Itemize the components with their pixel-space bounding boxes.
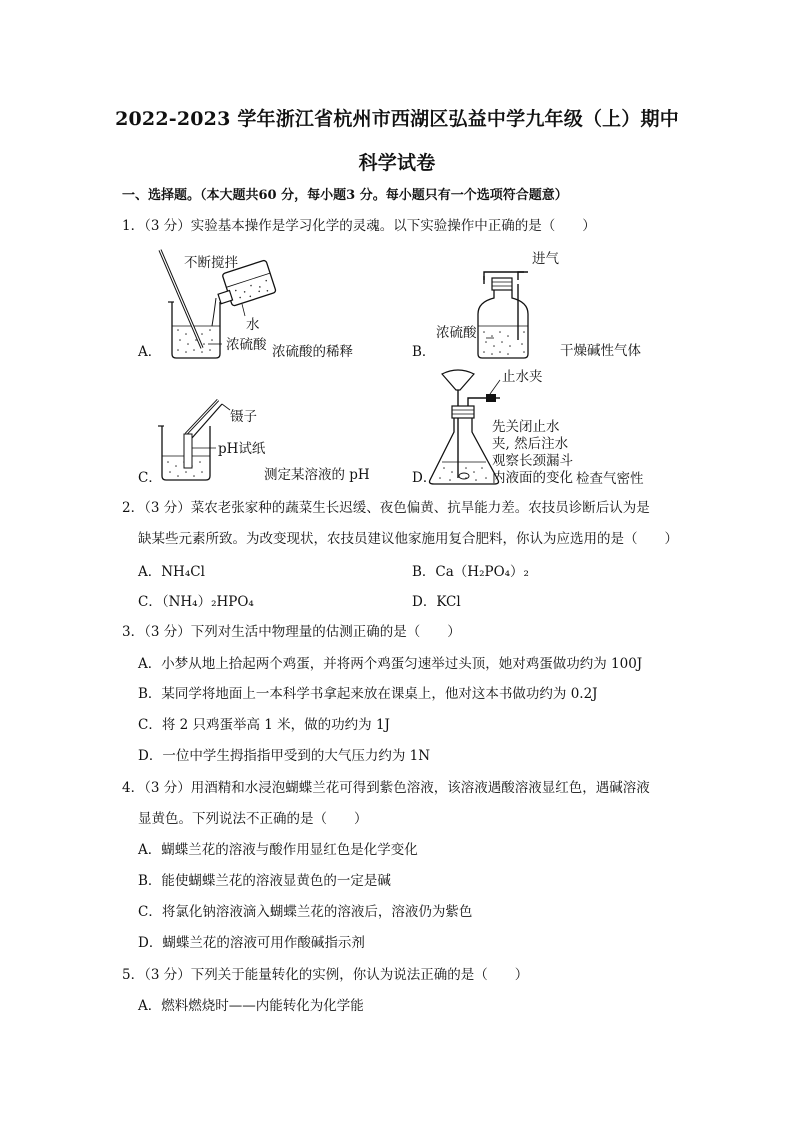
- q4-stem-line1: 4．（3 分）用酒精和水浸泡蝴蝶兰花可得到紫色溶液，该溶液遇酸溶液显红色，遇碱溶液: [122, 780, 650, 796]
- q3-option-a: A．小梦从地上拾起两个鸡蛋，并将两个鸡蛋匀速举过头顶，她对鸡蛋做功约为 100J: [138, 656, 643, 672]
- q4-option-c: C．将氯化钠溶液滴入蝴蝶兰花的溶液后，溶液仍为紫色: [138, 904, 473, 920]
- note-d-line3: 观察长颈漏斗: [492, 453, 573, 469]
- note-d-line1: 先关闭止水: [492, 419, 560, 435]
- q1-option-d-letter: D．: [412, 470, 437, 486]
- q4-option-d: D．蝴蝶兰花的溶液可用作酸碱指示剂: [138, 935, 365, 951]
- q4-option-b: B．能使蝴蝶兰花的溶液显黄色的一定是碱: [138, 873, 391, 889]
- q1-figure-a: [150, 244, 430, 364]
- q3-option-d: D．一位中学生拇指指甲受到的大气压力约为 1N: [138, 748, 431, 764]
- label-gas-in: 进气: [532, 251, 559, 267]
- section-heading: 一、选择题。（本大题共60 分，每小题3 分。每小题只有一个选项符合题意）: [122, 188, 568, 203]
- q2-stem-line1: 2．（3 分）菜农老张家种的蔬菜生长迟缓、夜色偏黄、抗旱能力差。农技员诊断后认为是: [122, 500, 650, 516]
- label-conc-acid-b: 浓硫酸: [436, 325, 477, 341]
- caption-d: 检查气密性: [576, 471, 644, 487]
- q1-figure-c: [150, 396, 410, 488]
- q2-option-a: A．NH₄Cl: [138, 564, 205, 580]
- label-conc-acid-a: 浓硫酸: [226, 337, 267, 353]
- q3-option-b: B．某同学将地面上一本科学书拿起来放在课桌上，他对这本书做功约为 0.2J: [138, 686, 598, 702]
- note-d-line4: 内液面的变化: [492, 470, 573, 486]
- label-tweezers: 镊子: [230, 409, 257, 425]
- q2-option-d: D．KCl: [412, 594, 461, 610]
- q5-stem: 5．（3 分）下列关于能量转化的实例，你认为说法正确的是（ ）: [122, 967, 529, 983]
- q1-option-b-letter: B．: [412, 344, 436, 360]
- exam-title-line1: 2022-2023 学年浙江省杭州市西湖区弘益中学九年级（上）期中: [115, 108, 679, 130]
- q1-figure-d: [420, 366, 680, 488]
- caption-c: 测定某溶液的 pH: [264, 467, 370, 483]
- label-water-clamp: 止水夹: [502, 369, 543, 385]
- note-d-line2: 夹, 然后注水: [492, 436, 569, 452]
- q3-option-c: C．将 2 只鸡蛋举高 1 米，做的功约为 1J: [138, 717, 390, 733]
- caption-b: 干燥碱性气体: [560, 343, 641, 359]
- label-ph-paper: pH试纸: [218, 441, 266, 457]
- q5-option-a: A．燃料燃烧时——内能转化为化学能: [138, 998, 364, 1014]
- q1-figure-b: [420, 248, 680, 364]
- q1-option-a-letter: A．: [138, 344, 162, 360]
- q2-stem-line2: 缺某些元素所致。为改变现状，农技员建议他家施用复合肥料，你认为应选用的是（ ）: [138, 531, 678, 547]
- caption-a: 浓硫酸的稀释: [272, 344, 353, 360]
- q2-option-b: B．Ca（H₂PO₄）₂: [412, 564, 529, 580]
- q2-option-c: C．（NH₄）₂HPO₄: [138, 594, 254, 610]
- q4-option-a: A．蝴蝶兰花的溶液与酸作用显红色是化学变化: [138, 842, 418, 858]
- label-stir: 不断搅拌: [184, 255, 238, 271]
- q3-stem: 3．（3 分）下列对生活中物理量的估测正确的是（ ）: [122, 624, 461, 640]
- q1-option-c-letter: C．: [138, 470, 162, 486]
- q1-stem: 1．（3 分）实验基本操作是学习化学的灵魂。以下实验操作中正确的是（ ）: [122, 218, 596, 234]
- q4-stem-line2: 显黄色。下列说法不正确的是（ ）: [138, 811, 368, 827]
- exam-title-line2: 科学试卷: [358, 152, 436, 174]
- label-water: 水: [246, 317, 260, 333]
